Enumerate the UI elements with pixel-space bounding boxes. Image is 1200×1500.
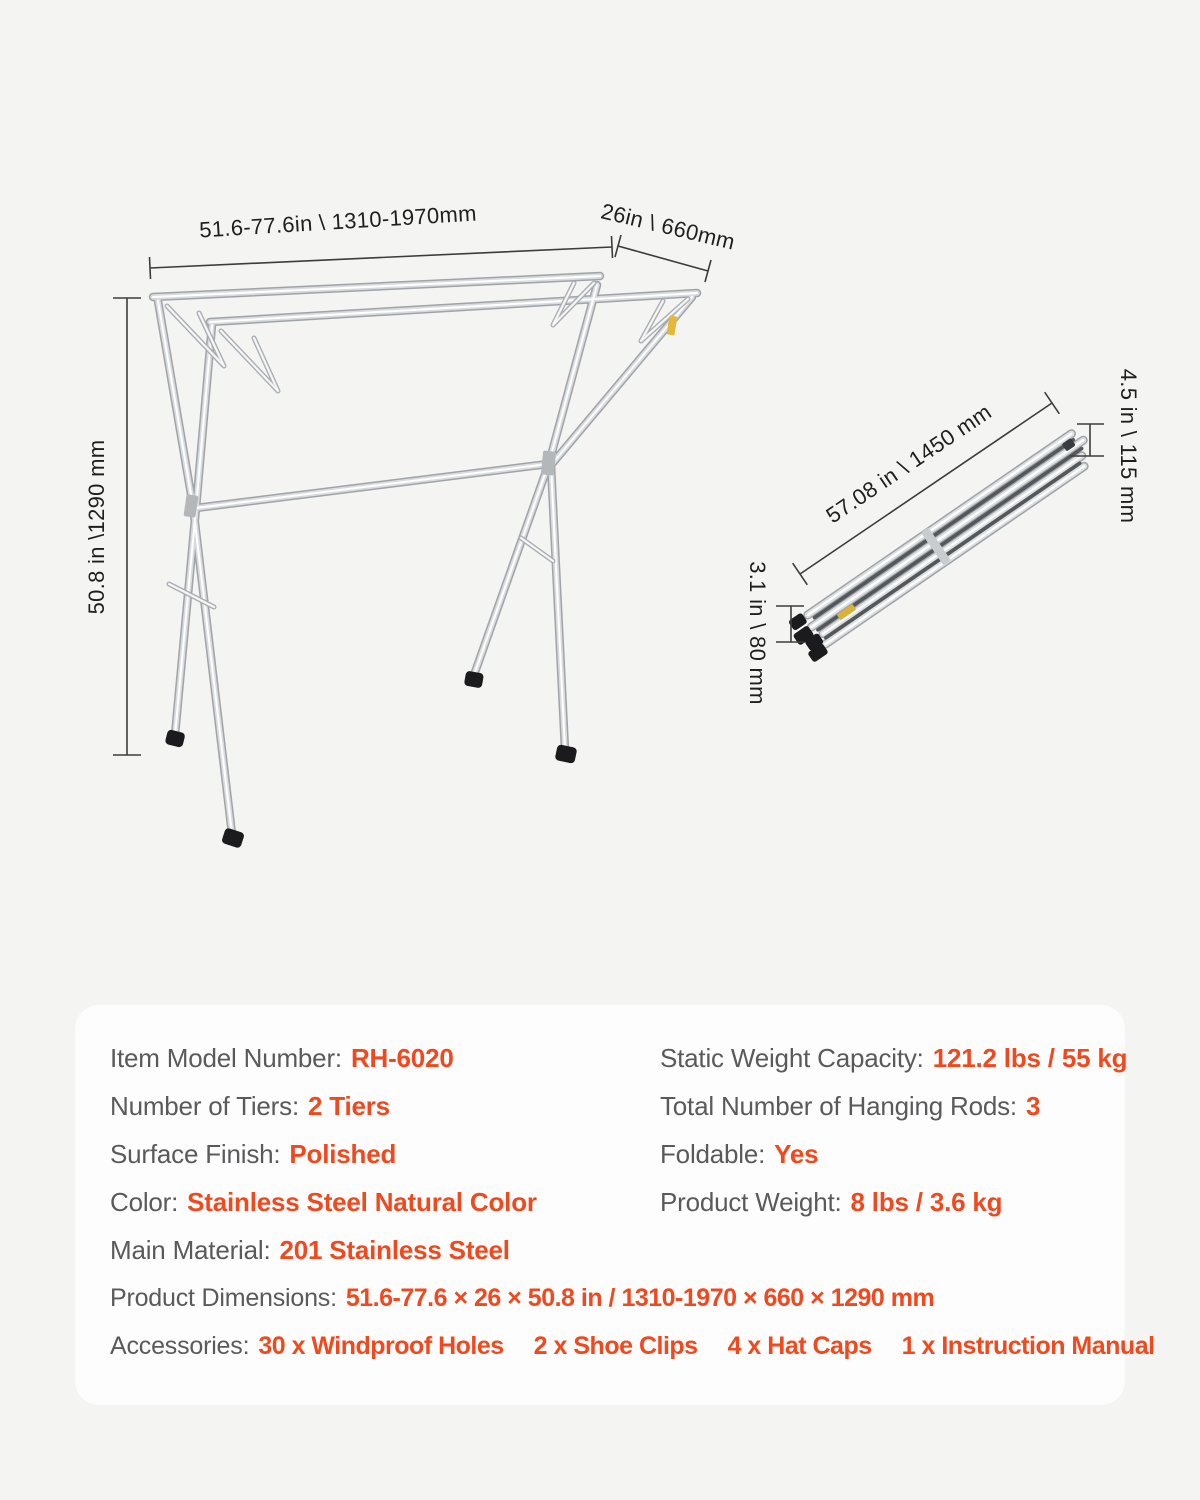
spec-label: Color: (110, 1186, 179, 1217)
rack-foot (221, 827, 245, 848)
dimension-lines (113, 235, 1104, 755)
spec-row (660, 1034, 1128, 1082)
folded-width-label: 3.1 in \ 80 mm (745, 561, 770, 705)
spec-value: 2 Tiers (307, 1090, 390, 1121)
rack-foot (464, 671, 484, 689)
spec-row (110, 1034, 655, 1082)
spec-value: 1 x Instruction Manual (901, 1331, 1155, 1360)
spec-column-left (110, 1034, 655, 1274)
folded-length-label: 57.08 in \ 1450 mm (821, 399, 997, 529)
spec-card (75, 1005, 1155, 1405)
spec-label: Foldable: (660, 1138, 766, 1169)
spec-row (110, 1082, 655, 1130)
folded-rack-drawing (785, 425, 1101, 664)
spec-value: 8 lbs / 3.6 kg (850, 1186, 1003, 1217)
expanded-height-label: 50.8 in \1290 mm (84, 439, 109, 615)
spec-value: Yes (774, 1138, 819, 1169)
rack-foot (555, 744, 578, 764)
spec-row (110, 1178, 655, 1226)
spec-row (110, 1226, 655, 1274)
spec-row (660, 1082, 1090, 1130)
spec-value: 30 x Windproof Holes (258, 1331, 504, 1360)
spec-row (660, 1130, 1090, 1178)
spec-label: Number of Tiers: (110, 1090, 299, 1121)
spec-value: Polished (289, 1138, 397, 1169)
spec-value: 2 x Shoe Clips (533, 1331, 698, 1360)
spec-value: Stainless Steel Natural Color (187, 1186, 537, 1217)
folded-thickness-label: 4.5 in \ 115 mm (1116, 368, 1141, 524)
spec-label: Item Model Number: (110, 1042, 342, 1073)
spec-value: 121.2 lbs / 55 kg (932, 1042, 1128, 1073)
spec-value: 201 Stainless Steel (279, 1234, 510, 1265)
spec-label: Product Weight: (660, 1186, 842, 1217)
spec-row (110, 1322, 1155, 1370)
rack-foot (165, 729, 186, 748)
spec-label: Surface Finish: (110, 1138, 281, 1169)
spec-rows-full (110, 1274, 1155, 1370)
expanded-depth-label: 26in \ 660mm (598, 198, 738, 255)
spec-row (110, 1274, 1095, 1322)
spec-label: Accessories: (110, 1331, 250, 1360)
spec-value: 51.6-77.6 × 26 × 50.8 in / 1310-1970 × 660 × 1290 mm (345, 1283, 935, 1312)
spec-row (660, 1178, 1090, 1226)
expanded-width-label: 51.6-77.6in \ 1310-1970mm (198, 200, 478, 243)
spec-label: Product Dimensions: (110, 1283, 337, 1312)
spec-column-right (660, 1034, 1128, 1226)
spec-row (110, 1130, 655, 1178)
spec-value: RH-6020 (350, 1042, 454, 1073)
spec-label: Main Material: (110, 1234, 271, 1265)
spec-label: Static Weight Capacity: (660, 1042, 924, 1073)
spec-value: 4 x Hat Caps (727, 1331, 872, 1360)
spec-value: 3 (1025, 1090, 1041, 1121)
hinge-bracket (541, 450, 556, 475)
expanded-rack-drawing (153, 276, 697, 849)
spec-label: Total Number of Hanging Rods: (660, 1090, 1017, 1121)
